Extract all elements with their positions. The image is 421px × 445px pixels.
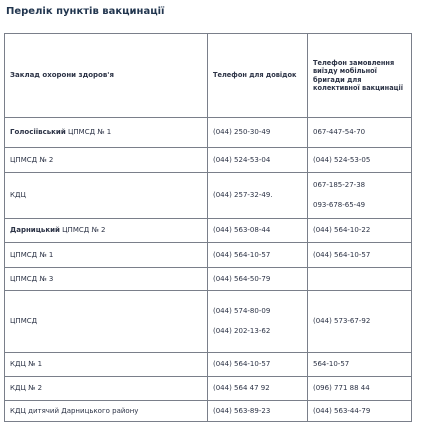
facility-name: ЦПМСД № 3 — [10, 274, 54, 283]
phone-number: (044) 563-08-44 — [213, 226, 271, 235]
table-header-row — [5, 34, 412, 118]
phone-mobile-cell — [308, 219, 412, 243]
phone-number: (044) 202-13-62 — [213, 327, 271, 335]
table-body — [5, 118, 412, 422]
facility-cell — [5, 353, 208, 377]
table-row — [5, 219, 412, 243]
facility-name: КДЦ дитячий Дарницького району — [10, 406, 139, 415]
facility-cell — [5, 219, 208, 243]
mobile-phone-number: (096) 771 88 44 — [313, 384, 370, 393]
table-row — [5, 377, 412, 401]
mobile-phone-number: (044) 564-10-57 — [313, 250, 371, 259]
phone-info-cell — [208, 148, 308, 173]
phone-mobile-cell — [308, 353, 412, 377]
facility-name: ЦПМСД — [10, 317, 38, 326]
phone-number: (044) 250-30-49 — [213, 128, 271, 137]
mobile-phone-number: (044) 524-53-05 — [313, 155, 371, 164]
facility-name: КДЦ № 2 — [10, 384, 43, 393]
facility-name: КДЦ № 1 — [10, 360, 43, 369]
mobile-phone-number: 067-185-27-38 — [313, 181, 366, 190]
phone-mobile-cell — [308, 243, 412, 268]
phone-mobile-cell — [308, 173, 412, 219]
phone-number: (044) 564-10-57 — [213, 250, 271, 259]
facility-name: ЦПМСД № 2 — [10, 155, 54, 164]
facility-cell — [5, 243, 208, 268]
table-row — [5, 268, 412, 291]
vaccination-points-table — [4, 33, 412, 422]
phone-info-cell — [208, 353, 308, 377]
phone-info-cell — [208, 291, 308, 353]
page-title: Перелік пунктів вакцинації — [6, 6, 165, 17]
mobile-phone-number: 564-10-57 — [313, 360, 350, 369]
phone-mobile-cell — [308, 377, 412, 401]
facility-name: КДЦ — [10, 191, 26, 200]
facility-cell — [5, 377, 208, 401]
facility-cell — [5, 148, 208, 173]
phone-number: (044) 574-80-09 — [213, 307, 271, 316]
table-row — [5, 291, 412, 353]
phone-mobile-cell — [308, 291, 412, 353]
phone-info-cell — [208, 268, 308, 291]
district-name: Голосіївський — [10, 128, 66, 137]
phone-number: (044) 564-10-57 — [213, 360, 271, 369]
facility-name: ЦПМСД № 1 — [67, 128, 112, 137]
mobile-phone-number: (044) 563-44-79 — [313, 406, 371, 415]
phone-info-cell — [208, 377, 308, 401]
mobile-phone-number: 067-447-54-70 — [313, 128, 366, 137]
facility-name: ЦПМСД № 2 — [62, 226, 106, 235]
facility-cell — [5, 291, 208, 353]
table-row — [5, 353, 412, 377]
phone-info-cell — [208, 118, 308, 148]
phone-mobile-cell — [308, 401, 412, 422]
phone-number: (044) 563-89-23 — [213, 406, 271, 415]
phone-number: (044) 524-53-04 — [213, 155, 271, 164]
district-name: Дарницький — [10, 226, 60, 235]
phone-info-cell — [208, 173, 308, 219]
phone-number: (044) 564 47 92 — [213, 384, 270, 393]
facility-cell — [5, 401, 208, 422]
table-row — [5, 173, 412, 219]
phone-info-cell — [208, 401, 308, 422]
facility-name: ЦПМСД № 1 — [10, 250, 54, 259]
table-row — [5, 243, 412, 268]
table-row — [5, 401, 412, 422]
header-phone-mobile — [308, 34, 412, 118]
facility-cell — [5, 268, 208, 291]
header-facility: Заклад охорони здоров'я — [5, 34, 208, 118]
facility-cell — [5, 118, 208, 148]
facility-cell — [5, 173, 208, 219]
phone-info-cell — [208, 219, 308, 243]
phone-info-cell — [208, 243, 308, 268]
table-row — [5, 148, 412, 173]
phone-number: (044) 257-32-49. — [213, 191, 273, 200]
mobile-phone-number: (044) 573-67-92 — [313, 317, 371, 326]
header-phone-info: Телефон для довідок — [208, 34, 308, 118]
phone-number: (044) 564-50-79 — [213, 274, 271, 283]
phone-mobile-cell — [308, 118, 412, 148]
phone-mobile-cell — [308, 268, 412, 291]
mobile-phone-number: 093-678-65-49 — [313, 201, 366, 209]
mobile-phone-number: (044) 564-10-22 — [313, 226, 371, 235]
header-phone-mobile-text: Телефон замовлення виїзду мобільної бригади для колективної вакцинації — [313, 59, 404, 92]
table-row — [5, 118, 412, 148]
phone-mobile-cell — [308, 148, 412, 173]
